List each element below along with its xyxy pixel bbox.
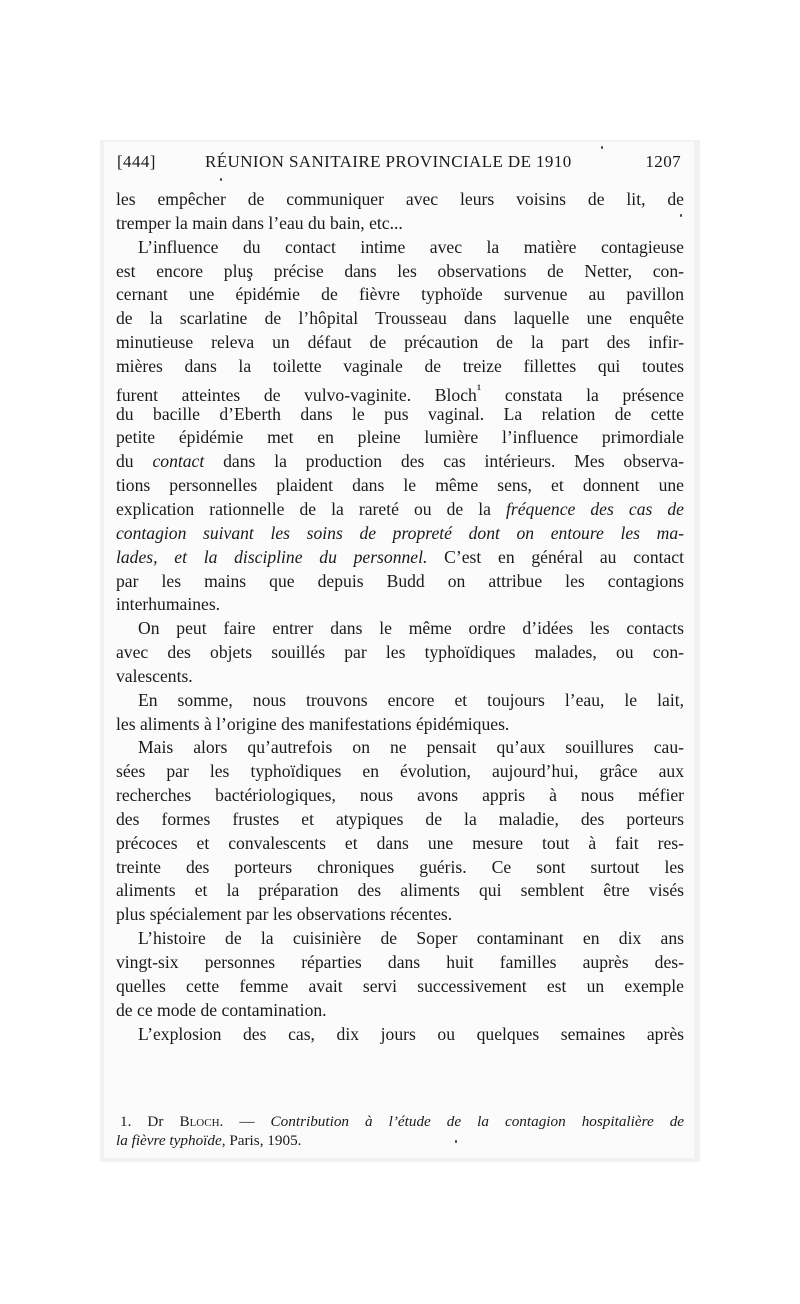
text-line: Mais alors qu’autrefois on ne pensait qu’aux souillures cau-: [138, 737, 684, 758]
print-speck: [601, 146, 603, 149]
text-line: sées par les typhoïdiques en évolution, aujourd’hui, grâce aux: [116, 761, 684, 782]
text-line: de ce mode de contamination.: [116, 999, 327, 1020]
text-line: du bacille d’Eberth dans le pus vaginal. La relation de cette: [116, 403, 684, 424]
footnote-reference: ¹: [476, 381, 482, 398]
text-line: L’histoire de la cuisinière de Soper contaminant en dix ans: [138, 928, 684, 949]
running-title: RÉUNION SANITAIRE PROVINCIALE DE 1910: [205, 152, 572, 171]
text-line: aliments et la préparation des aliments qui semblent être visés: [116, 880, 684, 901]
text-line: les empêcher de communiquer avec leurs voisins de lit, de: [116, 189, 684, 209]
text-line: On peut faire entrer dans le même ordre d’idées les contacts: [138, 618, 684, 639]
text-line: vingt-six personnes réparties dans huit familles auprès des-: [116, 952, 684, 972]
footnote-author: Bloch.: [179, 1113, 224, 1130]
text-line: des formes frustes et atypiques de la maladie, des porteurs: [116, 808, 684, 829]
page-number-left: [444]: [117, 152, 156, 171]
text-line: tremper la main dans l’eau du bain, etc...: [116, 212, 403, 233]
text-line: est encore pluş précise dans les observations de Netter, con-: [116, 260, 684, 281]
print-speck: [220, 178, 222, 181]
text-line: interhumaines.: [116, 594, 221, 615]
text-line: explication rationnelle de la rareté ou de la fréquence des cas de: [116, 498, 684, 519]
text-line: En somme, nous trouvons encore et toujours l’eau, le lait,: [138, 689, 684, 710]
text-line: cernant une épidémie de fièvre typhoïde survenue au pavillon: [116, 284, 684, 305]
text-line: plus spécialement par les observations récentes.: [116, 904, 453, 925]
text-line: furent atteintes de vulvo-vaginite. Bloch$^{^1}$ constata la présence: [116, 381, 684, 405]
text-line: recherches bactériologiques, nous avons appris à nous méfier: [116, 785, 684, 806]
text-line: précoces et convalescents et dans une mesure tout à fait res-: [116, 832, 684, 853]
print-speck: [680, 214, 682, 217]
body-text: [116, 188, 684, 1046]
text-line: tions personnelles plaident dans le même sens, et donnent une: [116, 475, 684, 496]
footnote-marker: 1.: [120, 1113, 132, 1130]
text-line: de la scarlatine de l’hôpital Trousseau dans laquelle une enquête: [116, 308, 684, 329]
text-line: treinte des porteurs chroniques guéris. Ce sont surtout les: [116, 856, 684, 877]
text-line: mières dans la toilette vaginale de treize fillettes qui toutes: [116, 355, 684, 376]
text-line: L’explosion des cas, dix jours ou quelques semaines après: [138, 1023, 684, 1044]
footnote: [116, 1112, 684, 1150]
text-line: du contact dans la production des cas intérieurs. Mes observa-: [116, 451, 684, 472]
footnote-line: la fièvre typhoïde, Paris, 1905.: [116, 1132, 302, 1149]
text-line: contagion suivant les soins de propreté dont on entoure les ma-: [116, 522, 684, 543]
text-line: minutieuse releva un défaut de précaution de la part des infir-: [116, 332, 684, 353]
text-line: les aliments à l’origine des manifestations épidémiques.: [116, 713, 510, 734]
footnote-line: 1. Dr Bloch. — Contribution à l’étude de la contagion hospitalière de: [120, 1113, 685, 1130]
text-line: quelles cette femme avait servi successivement est un exemple: [116, 975, 684, 996]
text-line: avec des objets souillés par les typhoïdiques malades, ou con-: [116, 642, 684, 663]
text-line: L’influence du contact intime avec la matière contagieuse: [138, 236, 684, 257]
text-line: lades, et la discipline du personnel. C’est en général au contact: [116, 546, 685, 567]
text-line: valescents.: [116, 665, 193, 686]
running-header: [117, 152, 685, 178]
text-line: petite épidémie met en pleine lumière l’influence primordiale: [116, 427, 684, 448]
print-speck: [455, 1140, 457, 1143]
page-number-right: 1207: [645, 152, 681, 171]
text-line: par les mains que depuis Budd on attribue les contagions: [116, 570, 684, 591]
